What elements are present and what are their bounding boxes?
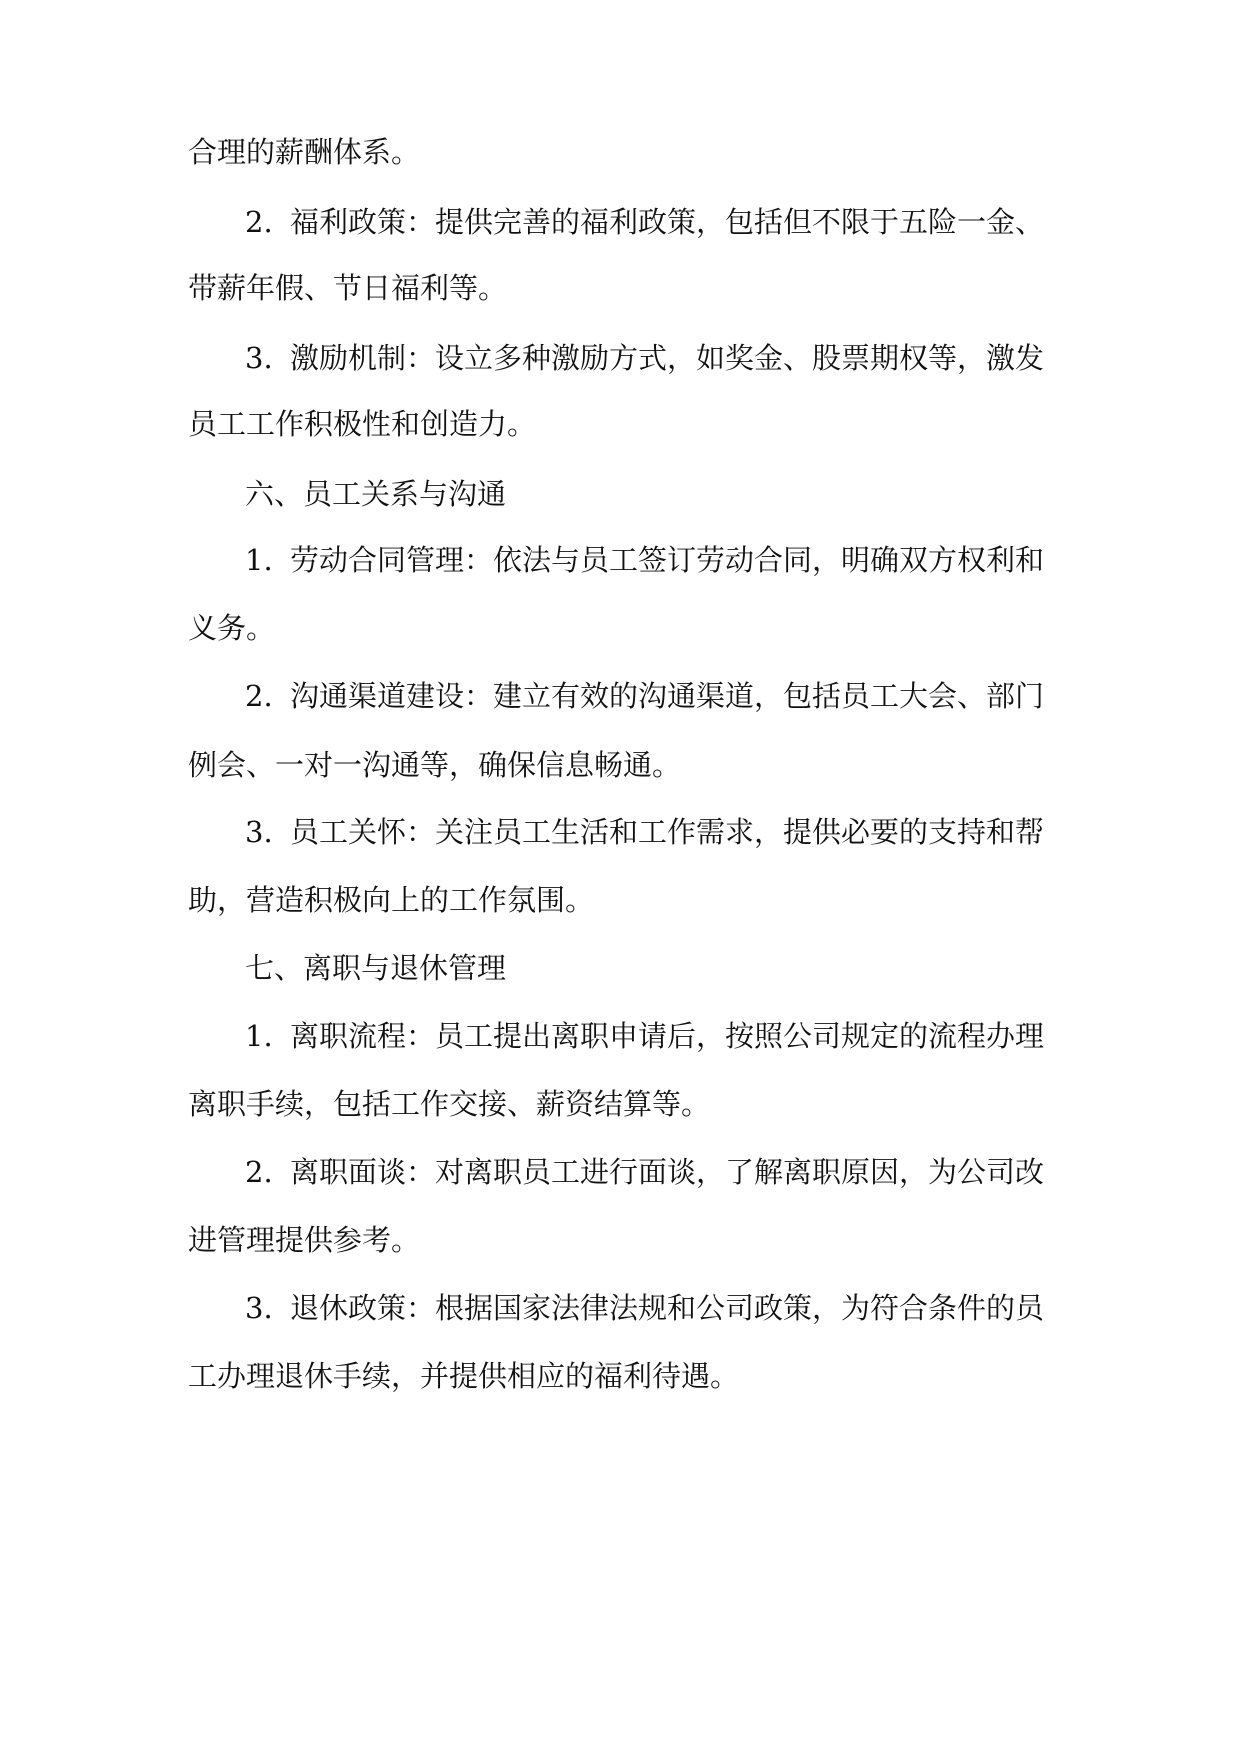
section-heading-employee-relations: 六、员工关系与沟通 <box>245 477 507 511</box>
paragraph-line: 进管理提供参考。 <box>188 1223 421 1257</box>
section-heading-resignation-retirement: 七、离职与退休管理 <box>245 951 507 985</box>
paragraph-line: 离职手续，包括工作交接、薪资结算等。 <box>188 1087 711 1121</box>
paragraph-line: 合理的薪酬体系。 <box>188 135 421 169</box>
list-item-benefits <box>0 202 1241 242</box>
list-item-communication <box>0 676 1241 716</box>
list-item-incentives <box>0 338 1241 378</box>
list-number: 2. <box>245 205 273 239</box>
paragraph-line: 义务。 <box>188 611 276 645</box>
list-number: 3. <box>245 341 273 375</box>
list-item-text: 离职流程：员工提出离职申请后，按照公司规定的流程办理 <box>290 1019 1045 1053</box>
list-number: 1. <box>245 543 273 577</box>
list-item-employee-care <box>0 812 1241 852</box>
list-item-text: 劳动合同管理：依法与员工签订劳动合同，明确双方权利和 <box>290 543 1045 577</box>
list-item-exit-interview <box>0 1152 1241 1192</box>
list-item-text: 离职面谈：对离职员工进行面谈，了解离职原因，为公司改 <box>290 1155 1045 1189</box>
list-number: 3. <box>245 1291 273 1325</box>
list-number: 2. <box>245 679 273 713</box>
list-item-labor-contract <box>0 540 1241 580</box>
list-number: 2. <box>245 1155 273 1189</box>
paragraph-line: 员工工作积极性和创造力。 <box>188 407 537 441</box>
paragraph-line: 带薪年假、节日福利等。 <box>188 271 508 305</box>
paragraph-line: 助，营造积极向上的工作氛围。 <box>188 883 595 917</box>
list-item-resignation-process <box>0 1016 1241 1056</box>
list-item-text: 沟通渠道建设：建立有效的沟通渠道，包括员工大会、部门 <box>290 679 1045 713</box>
list-item-text: 退休政策：根据国家法律法规和公司政策，为符合条件的员 <box>290 1291 1045 1325</box>
list-item-text: 激励机制：设立多种激励方式，如奖金、股票期权等，激发 <box>290 341 1045 375</box>
paragraph-line: 工办理退休手续，并提供相应的福利待遇。 <box>188 1359 740 1393</box>
list-item-text: 福利政策：提供完善的福利政策，包括但不限于五险一金、 <box>290 205 1045 239</box>
list-item-text: 员工关怀：关注员工生活和工作需求，提供必要的支持和帮 <box>290 815 1045 849</box>
paragraph-line: 例会、一对一沟通等，确保信息畅通。 <box>188 748 682 782</box>
list-number: 1. <box>245 1019 273 1053</box>
list-item-retirement-policy <box>0 1288 1241 1328</box>
list-number: 3. <box>245 815 273 849</box>
